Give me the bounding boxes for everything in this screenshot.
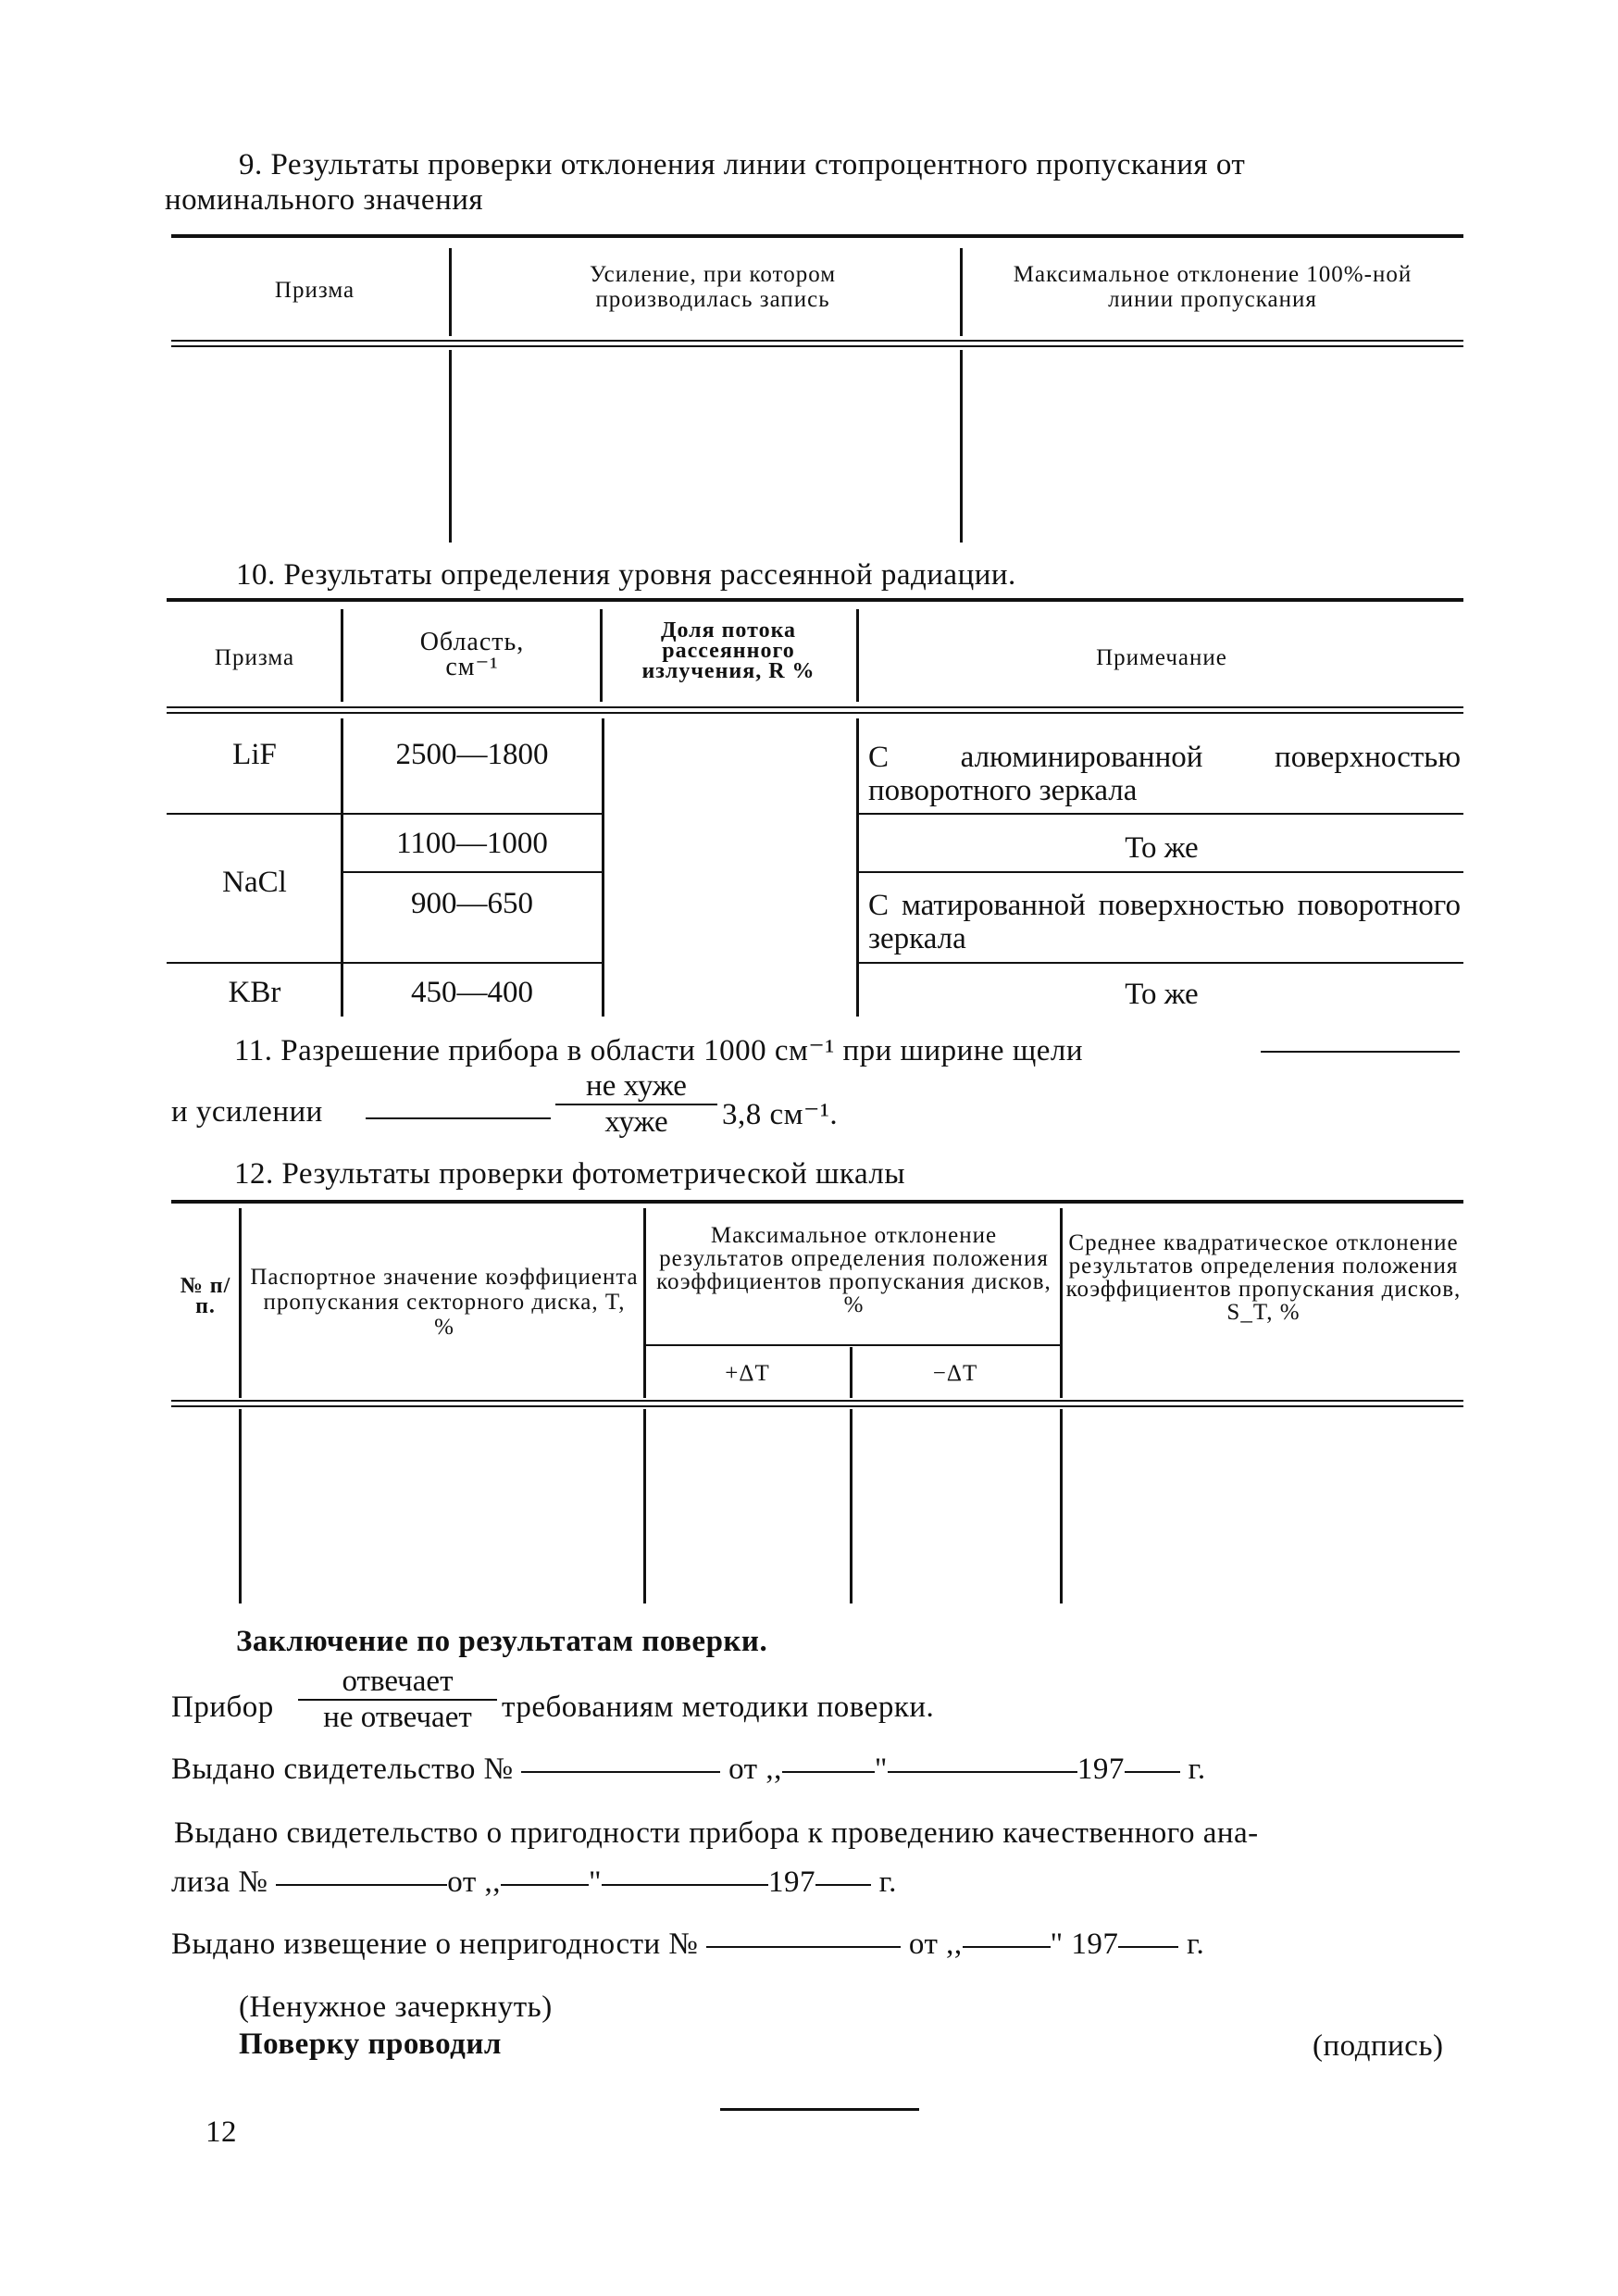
table-rule xyxy=(167,598,1463,602)
table-rule xyxy=(646,1344,1060,1346)
table-rule xyxy=(1060,1208,1063,1398)
table-rule xyxy=(171,340,1463,342)
quote-open: ,, xyxy=(765,1753,782,1786)
year-suffix: г. xyxy=(1188,1753,1206,1786)
fraction-denominator: хуже xyxy=(604,1105,668,1139)
header-plus-delta: +ΔT xyxy=(725,1361,770,1386)
section10-title: 10. Результаты определения уровня рассеянной радиации. xyxy=(236,558,1016,592)
quote-close: " xyxy=(1050,1928,1064,1961)
table-rule xyxy=(167,962,341,964)
table-rule xyxy=(171,1400,1463,1402)
table-rule xyxy=(167,706,1463,708)
quote-close: " xyxy=(874,1753,888,1786)
table-rule xyxy=(167,712,1463,714)
year-blank[interactable] xyxy=(1118,1945,1178,1948)
header-rms-deviation: Среднее квадратическое отклонение результатов определения положения коэффициентов пропускания дисков, S_T, % xyxy=(1065,1230,1462,1325)
section12-title: 12. Результаты проверки фотометрической шкалы xyxy=(234,1157,906,1191)
conclusion-title: Заключение по результатам поверки. xyxy=(236,1625,768,1658)
header-region xyxy=(347,630,597,680)
fraction-numerator: отвечает xyxy=(298,1665,497,1701)
region-cell: 900—650 xyxy=(411,887,533,920)
year-suffix: г. xyxy=(878,1866,897,1899)
header-note: Примечание xyxy=(1096,645,1227,670)
section11-line1: 11. Разрешение прибора в области 1000 см⁻¹ при ширине щели xyxy=(234,1034,1084,1067)
table-rule xyxy=(960,248,963,336)
prism-cell: KBr xyxy=(228,976,281,1009)
table-rule xyxy=(449,248,452,336)
table-rule xyxy=(239,1409,242,1603)
table-rule xyxy=(850,1409,853,1603)
region-cell: 2500—1800 xyxy=(395,738,549,771)
day-blank[interactable] xyxy=(782,1770,875,1773)
unsuitability-number-blank[interactable] xyxy=(706,1945,901,1948)
header-number: № п/п. xyxy=(180,1274,231,1318)
table-rule xyxy=(449,350,452,543)
header-max-deviation: Максимальное отклонение результатов определения положения коэффициентов пропускания дисков, % xyxy=(656,1223,1052,1317)
footer-rule xyxy=(720,2108,919,2111)
page-number: 12 xyxy=(205,2115,237,2149)
day-blank[interactable] xyxy=(963,1945,1051,1948)
year-prefix: 197 xyxy=(1077,1753,1125,1786)
year-prefix: 197 xyxy=(1071,1928,1119,1961)
month-blank[interactable] xyxy=(888,1770,1077,1773)
region-cell: 450—400 xyxy=(411,976,533,1009)
from-label: от xyxy=(728,1753,758,1786)
header-passport-value: Паспортное значение коэффициента пропускания секторного диска, T, % xyxy=(250,1265,639,1340)
quote-close: " xyxy=(589,1866,603,1899)
compliance-fraction xyxy=(298,1665,497,1735)
year-prefix: 197 xyxy=(768,1866,816,1899)
header-region-unit: см⁻¹ xyxy=(445,653,499,681)
year-blank[interactable] xyxy=(815,1883,871,1886)
cert-line xyxy=(171,1753,1206,1787)
table-rule xyxy=(856,718,859,1017)
suitability-line1: Выдано свидетельство о пригодности прибора к проведению качественного ана- xyxy=(174,1816,1259,1850)
header-prism: Призма xyxy=(274,278,355,303)
table-rule xyxy=(1060,1409,1063,1603)
note-cell: С алюминированной поверхностью поворотного зеркала xyxy=(868,741,1461,807)
device-suffix: требованиям методики поверки. xyxy=(502,1691,935,1724)
header-max-deviation: Максимальное отклонение 100%-ной линии пропускания xyxy=(1013,262,1413,312)
strike-note: (Ненужное зачеркнуть) xyxy=(239,1990,553,2024)
prism-cell: NaCl xyxy=(222,866,287,899)
cert-number-blank[interactable] xyxy=(521,1770,720,1773)
suitability-prefix: лиза № xyxy=(171,1866,268,1899)
month-blank[interactable] xyxy=(602,1883,768,1886)
section11-line2-prefix: и усилении xyxy=(171,1095,323,1129)
quote-open: ,, xyxy=(946,1928,963,1961)
header-scatter-fraction: Доля потока рассеянного излучения, R % xyxy=(641,618,815,683)
year-blank[interactable] xyxy=(1125,1770,1180,1773)
note-cell: То же xyxy=(1125,831,1199,865)
table-rule xyxy=(600,609,603,702)
note-cell: С матированной поверхностью поворотного зеркала xyxy=(868,889,1461,955)
section9-title-line2: номинального значения xyxy=(165,183,484,217)
table-rule xyxy=(643,1208,646,1398)
table-rule xyxy=(960,350,963,543)
verified-by: Поверку проводил xyxy=(239,2028,502,2061)
table-rule xyxy=(643,1409,646,1603)
section9-title-line1: 9. Результаты проверки отклонения линии стопроцентного пропускания от xyxy=(239,148,1246,181)
table-rule xyxy=(341,609,343,702)
table-rule xyxy=(602,718,604,1017)
table-rule xyxy=(167,813,341,815)
device-label: Прибор xyxy=(171,1691,274,1724)
region-cell: 1100—1000 xyxy=(396,827,548,860)
table-rule xyxy=(343,871,602,873)
header-gain: Усиление, при котором производилась запись xyxy=(589,262,837,312)
slit-width-blank[interactable] xyxy=(1261,1051,1460,1053)
table-rule xyxy=(850,1347,853,1398)
signature-label: (подпись) xyxy=(1313,2029,1444,2063)
day-blank[interactable] xyxy=(501,1883,589,1886)
table-rule xyxy=(341,718,343,1017)
table-rule xyxy=(343,962,602,964)
table-rule xyxy=(171,345,1463,347)
suitability-number-blank[interactable] xyxy=(276,1883,447,1886)
fraction-denominator: не отвечает xyxy=(323,1701,472,1734)
unsuitability-line xyxy=(171,1928,1204,1962)
header-minus-delta: −ΔT xyxy=(932,1361,978,1386)
header-prism: Призма xyxy=(214,645,295,670)
fraction-numerator: не хуже xyxy=(555,1069,717,1105)
resolution-fraction xyxy=(555,1069,717,1140)
quote-open: ,, xyxy=(484,1866,502,1899)
table-rule xyxy=(856,609,859,702)
table-rule xyxy=(859,962,1463,964)
cert-prefix: Выдано свидетельство № xyxy=(171,1753,514,1786)
table-rule xyxy=(859,813,1463,815)
resolution-value: 3,8 см⁻¹. xyxy=(722,1098,839,1131)
prism-cell: LiF xyxy=(232,738,277,771)
gain-blank[interactable] xyxy=(366,1117,551,1119)
table-rule xyxy=(343,813,602,815)
unsuitability-prefix: Выдано извещение о непригодности № xyxy=(171,1928,699,1961)
table-rule xyxy=(239,1208,242,1398)
from-label: от xyxy=(447,1866,477,1899)
from-label: от xyxy=(908,1928,939,1961)
header-region-label: Область, xyxy=(419,628,525,656)
table-rule xyxy=(171,1405,1463,1407)
suitability-line2 xyxy=(171,1866,897,1900)
table-rule xyxy=(171,234,1463,238)
note-cell: То же xyxy=(1125,978,1199,1011)
table-rule xyxy=(171,1200,1463,1204)
year-suffix: г. xyxy=(1187,1928,1205,1961)
table-rule xyxy=(859,871,1463,873)
